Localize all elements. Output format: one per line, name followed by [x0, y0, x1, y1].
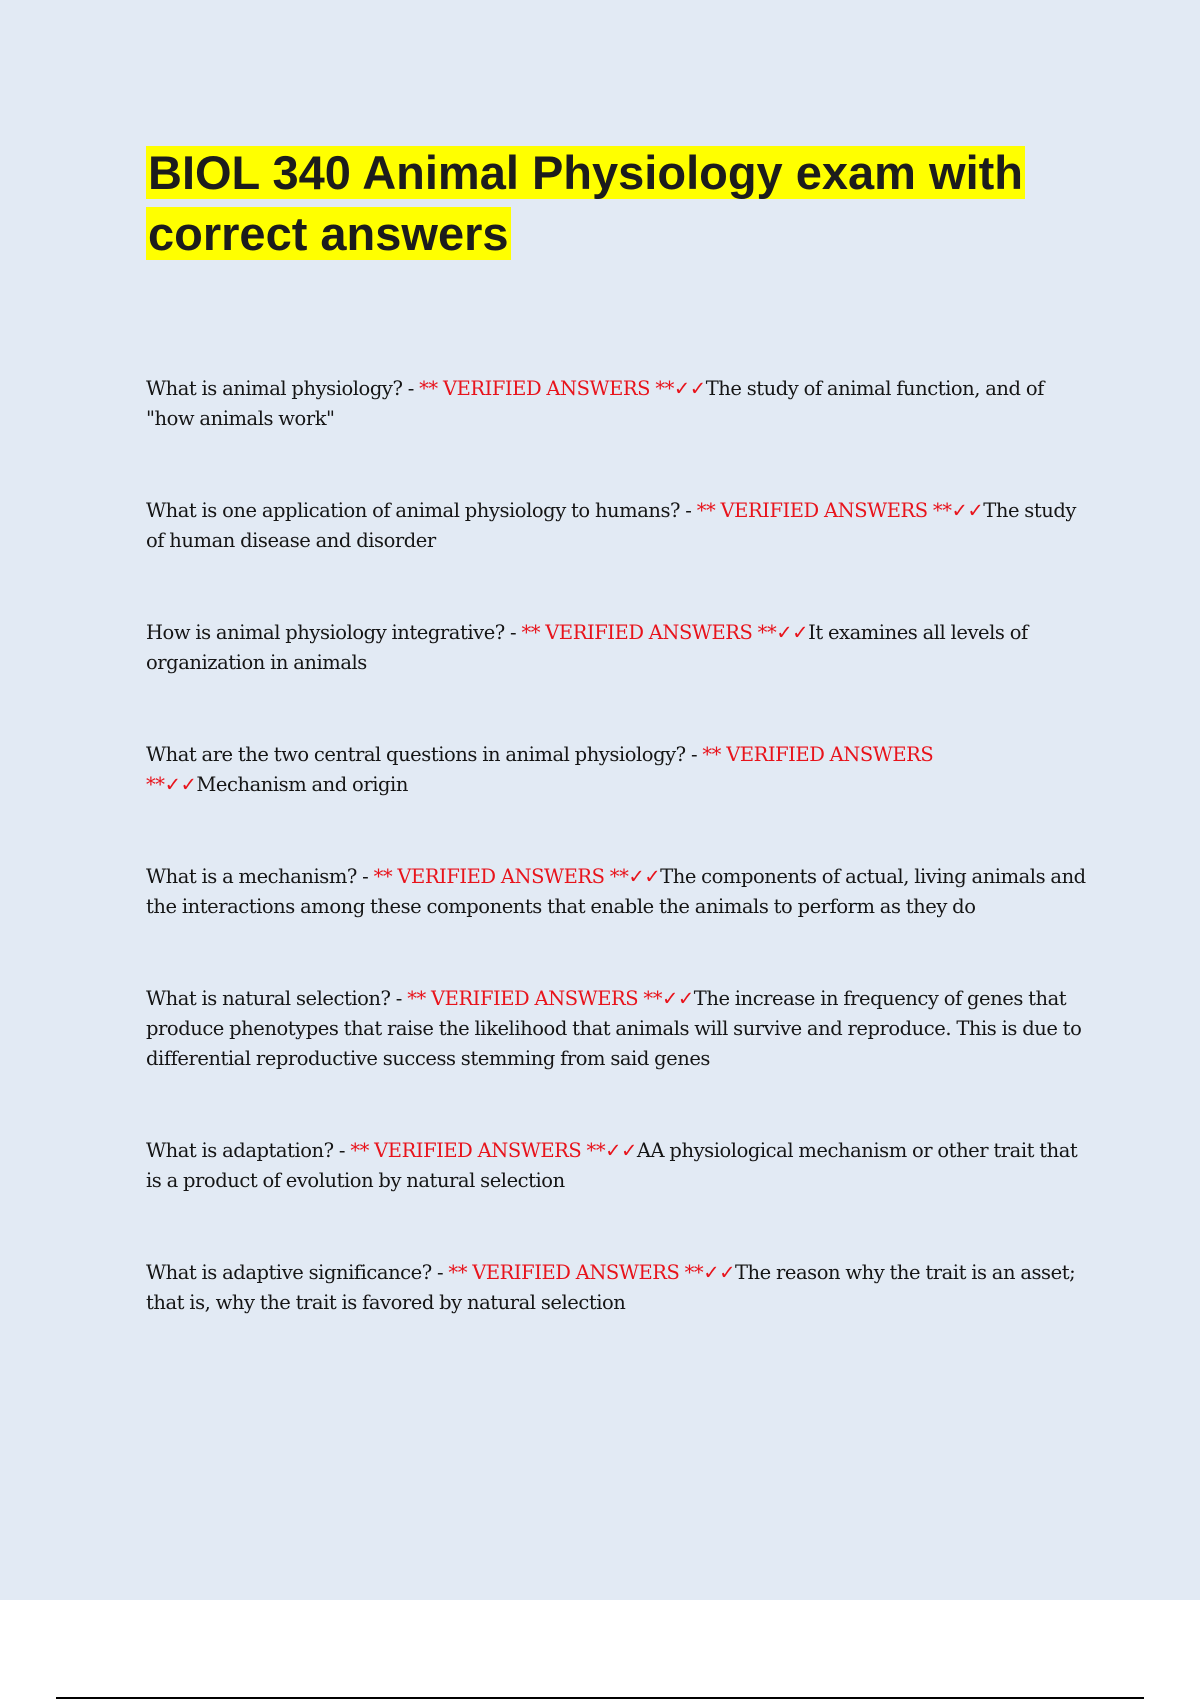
title-highlight: BIOL 340 Animal Physiology exam with correct answers	[148, 146, 1023, 260]
checkmark-icon: ✓✓	[703, 1261, 735, 1284]
checkmark-icon: ✓✓	[776, 621, 809, 644]
answer-text: It examines all levels of organization in animals	[146, 621, 1028, 674]
answer-text: The reason why the trait is an asset; that is, why the trait is favored by natural selection	[146, 1261, 1076, 1314]
separator: -	[390, 987, 408, 1010]
question-text: What are the two central questions in animal physiology?	[146, 743, 686, 766]
question-text: What is natural selection?	[146, 987, 391, 1010]
checkmark-icon: ✓✓	[164, 773, 197, 796]
separator: -	[685, 743, 703, 766]
separator: -	[333, 1139, 351, 1162]
separator: -	[504, 621, 522, 644]
separator: -	[402, 377, 420, 400]
verified-tag: ** VERIFIED ANSWERS **	[521, 621, 777, 644]
qa-item	[146, 496, 1096, 556]
separator: -	[680, 499, 697, 522]
checkmark-icon: ✓✓	[605, 1139, 637, 1162]
footer-divider	[56, 1697, 1144, 1699]
qa-item	[146, 374, 1096, 434]
separator: -	[356, 865, 374, 888]
verified-tag: ** VERIFIED ANSWERS **	[373, 865, 629, 888]
answer-text: The study of animal function, and of "how animals work"	[146, 377, 1044, 430]
verified-tag: ** VERIFIED ANSWERS **	[448, 1261, 704, 1284]
qa-item	[146, 1258, 1096, 1318]
verified-tag: ** VERIFIED ANSWERS **	[350, 1139, 606, 1162]
question-text: What is adaptive significance?	[146, 1261, 432, 1284]
checkmark-icon: ✓✓	[628, 865, 661, 888]
answer-text: Mechanism and origin	[196, 773, 408, 796]
verified-tag: ** VERIFIED ANSWERS **	[146, 743, 934, 796]
verified-tag: ** VERIFIED ANSWERS **	[407, 987, 663, 1010]
question-text: What is adaptation?	[146, 1139, 334, 1162]
checkmark-icon: ✓✓	[673, 377, 706, 400]
document-title	[146, 142, 1076, 264]
answer-text: The study of human disease and disorder	[146, 499, 1076, 552]
question-text: What is animal physiology?	[146, 377, 403, 400]
answer-text: AA physiological mechanism or other trait that is a product of evolution by natural selection	[146, 1139, 1078, 1192]
separator: -	[431, 1261, 449, 1284]
verified-tag: ** VERIFIED ANSWERS **	[419, 377, 674, 400]
question-text: How is animal physiology integrative?	[146, 621, 505, 644]
answer-text: The components of actual, living animals and the interactions among these components that enable the animals to perform as they do	[146, 865, 1086, 918]
question-text: What is a mechanism?	[146, 865, 357, 888]
qa-item	[146, 1136, 1096, 1196]
qa-item	[146, 984, 1096, 1074]
qa-item	[146, 618, 1096, 678]
qa-item	[146, 740, 1096, 800]
answer-text: The increase in frequency of genes that produce phenotypes that raise the likelihood that animals will survive and reproduce. This is due to differential reproductive success stemming from said genes	[146, 987, 1082, 1070]
verified-tag: ** VERIFIED ANSWERS **	[696, 499, 952, 522]
checkmark-icon: ✓✓	[951, 499, 984, 522]
question-text: What is one application of animal physiology to humans?	[146, 499, 681, 522]
checkmark-icon: ✓✓	[662, 987, 694, 1010]
qa-item	[146, 862, 1096, 922]
